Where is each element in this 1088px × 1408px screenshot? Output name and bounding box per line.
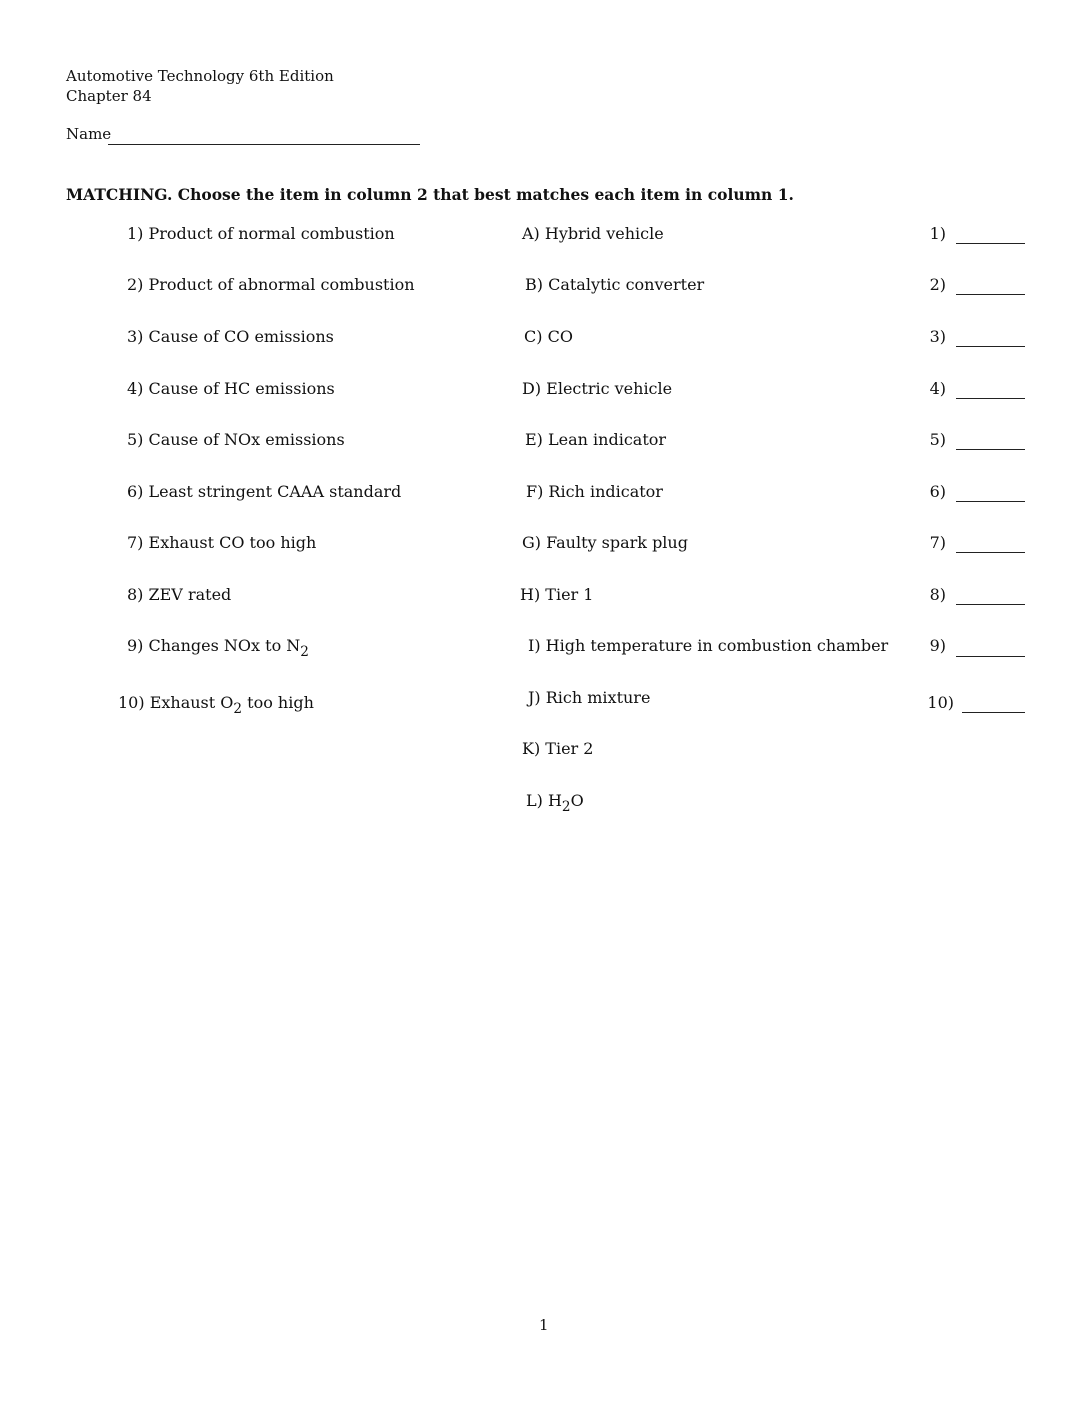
col2-item: A) Hybrid vehicle <box>522 224 664 243</box>
col1-item: 3) Cause of CO emissions <box>127 327 334 346</box>
col1-item: 8) ZEV rated <box>127 585 232 604</box>
answer-blank[interactable] <box>956 656 1025 657</box>
col2-item: H) Tier 1 <box>520 585 594 604</box>
col1-item: 5) Cause of NOx emissions <box>127 430 345 449</box>
answer-blank[interactable] <box>956 501 1025 502</box>
col1-item: 10) Exhaust $O_2$ too high <box>118 693 314 717</box>
col1-item: 6) Least stringent CAAA standard <box>127 482 402 501</box>
answer-blank[interactable] <box>956 604 1025 605</box>
col1-item: 7) Exhaust CO too high <box>127 533 317 552</box>
answer-label: 8) <box>929 585 946 604</box>
answer-label: 3) <box>929 327 946 346</box>
answer-label: 6) <box>929 482 946 501</box>
answer-label: 7) <box>929 533 946 552</box>
answer-label: 10) <box>927 693 954 712</box>
answer-label: 5) <box>929 430 946 449</box>
col2-item: C) CO <box>524 327 573 346</box>
answer-blank[interactable] <box>956 243 1025 244</box>
answer-label: 2) <box>929 275 946 294</box>
answer-label: 1) <box>929 224 946 243</box>
col2-item: I) High temperature in combustion chamber <box>528 636 889 655</box>
col2-item: K) Tier 2 <box>522 739 594 758</box>
col2-item: G) Faulty spark plug <box>522 533 688 552</box>
col2-item: B) Catalytic converter <box>525 275 705 294</box>
col2-item: D) Electric vehicle <box>522 379 673 398</box>
name-label: Name <box>66 125 112 143</box>
name-field[interactable] <box>108 144 420 145</box>
answer-blank[interactable] <box>956 449 1025 450</box>
col2-item: F) Rich indicator <box>526 482 663 501</box>
answer-label: 9) <box>929 636 946 655</box>
page-number: 1 <box>539 1316 549 1334</box>
answer-blank[interactable] <box>956 398 1025 399</box>
answer-blank[interactable] <box>956 294 1025 295</box>
answer-label: 4) <box>929 379 946 398</box>
answer-blank[interactable] <box>956 552 1025 553</box>
col1-item: 1) Product of normal combustion <box>127 224 395 243</box>
col1-item: 2) Product of abnormal combustion <box>127 275 415 294</box>
col1-item: 9) Changes NOx to $N_2$ <box>127 636 309 660</box>
col2-item: J) Rich mixture <box>528 688 651 707</box>
answer-blank[interactable] <box>962 712 1025 713</box>
col2-item: L) $H_2O$ <box>526 791 584 815</box>
instructions: MATCHING. Choose the item in column 2 that best matches each item in column 1. <box>66 185 794 204</box>
answer-blank[interactable] <box>956 346 1025 347</box>
chapter-label: Chapter 84 <box>66 87 152 105</box>
book-title: Automotive Technology 6th Edition <box>66 67 334 85</box>
col2-item: E) Lean indicator <box>525 430 667 449</box>
col1-item: 4) Cause of HC emissions <box>127 379 335 398</box>
